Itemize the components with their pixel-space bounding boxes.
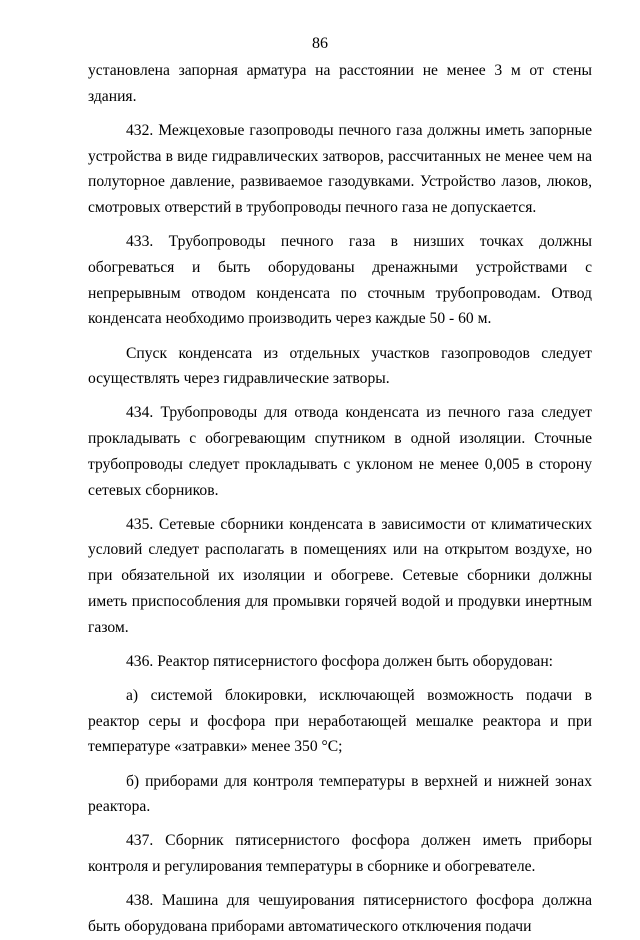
paragraph-continuation: установлена запорная арматура на расстоянии не менее 3 м от стены здания. — [88, 62, 592, 105]
clause-435: 435. Сетевые сборники конденсата в зависимости от климатических условий следует располагать в помещениях или на открытом воздухе, но при обязательной их изоляции и обогреве. Сетевые сборники должны иметь приспособления для промывки горячей водой и продувки инертным газом. — [88, 515, 592, 636]
clause-436: 436. Реактор пятисернистого фосфора должен быть оборудован: — [126, 652, 553, 670]
document-body — [88, 58, 592, 940]
clause-432: 432. Межцеховые газопроводы печного газа должны иметь запорные устройства в виде гидравлических затворов, рассчитанных не менее чем на полуторное давление, развиваемое газодувками. Устройство лазов, люков, смотровых отверстий в трубопроводы печного газа не допускается. — [88, 121, 592, 217]
clause-433: 433. Трубопроводы печного газа в низших точках должны обогреваться и быть оборудованы дренажными устройствами с непрерывным отводом конденсата по сточным трубопроводам. Отвод конденсата необходимо производить через каждые 50 - 60 м. — [88, 233, 592, 328]
clause-433-drain-paragraph: Спуск конденсата из отдельных участков газопроводов следует осуществлять через гидравлические затворы. — [88, 344, 592, 388]
clause-437: 437. Сборник пятисернистого фосфора должен иметь приборы контроля и регулирования температуры в сборнике и обогревателе. — [88, 832, 592, 876]
page-number: 86 — [312, 35, 328, 52]
clause-438: 438. Машина для чешуирования пятисернистого фосфора должна быть оборудована приборами автоматического отключения подачи — [88, 892, 592, 936]
clause-434: 434. Трубопроводы для отвода конденсата из печного газа следует прокладывать с обогревающим спутником в одной изоляции. Сточные трубопроводы следует прокладывать с уклоном не менее 0,005 в сторону сетевых сборников. — [88, 404, 592, 499]
clause-436-item-b: б) приборами для контроля температуры в верхней и нижней зонах реактора. — [88, 772, 592, 816]
clause-436-item-a: а) системой блокировки, исключающей возможность подачи в реактор серы и фосфора при неработающей мешалке реактора и при температуре «затравки» менее 350 °С; — [88, 686, 592, 756]
